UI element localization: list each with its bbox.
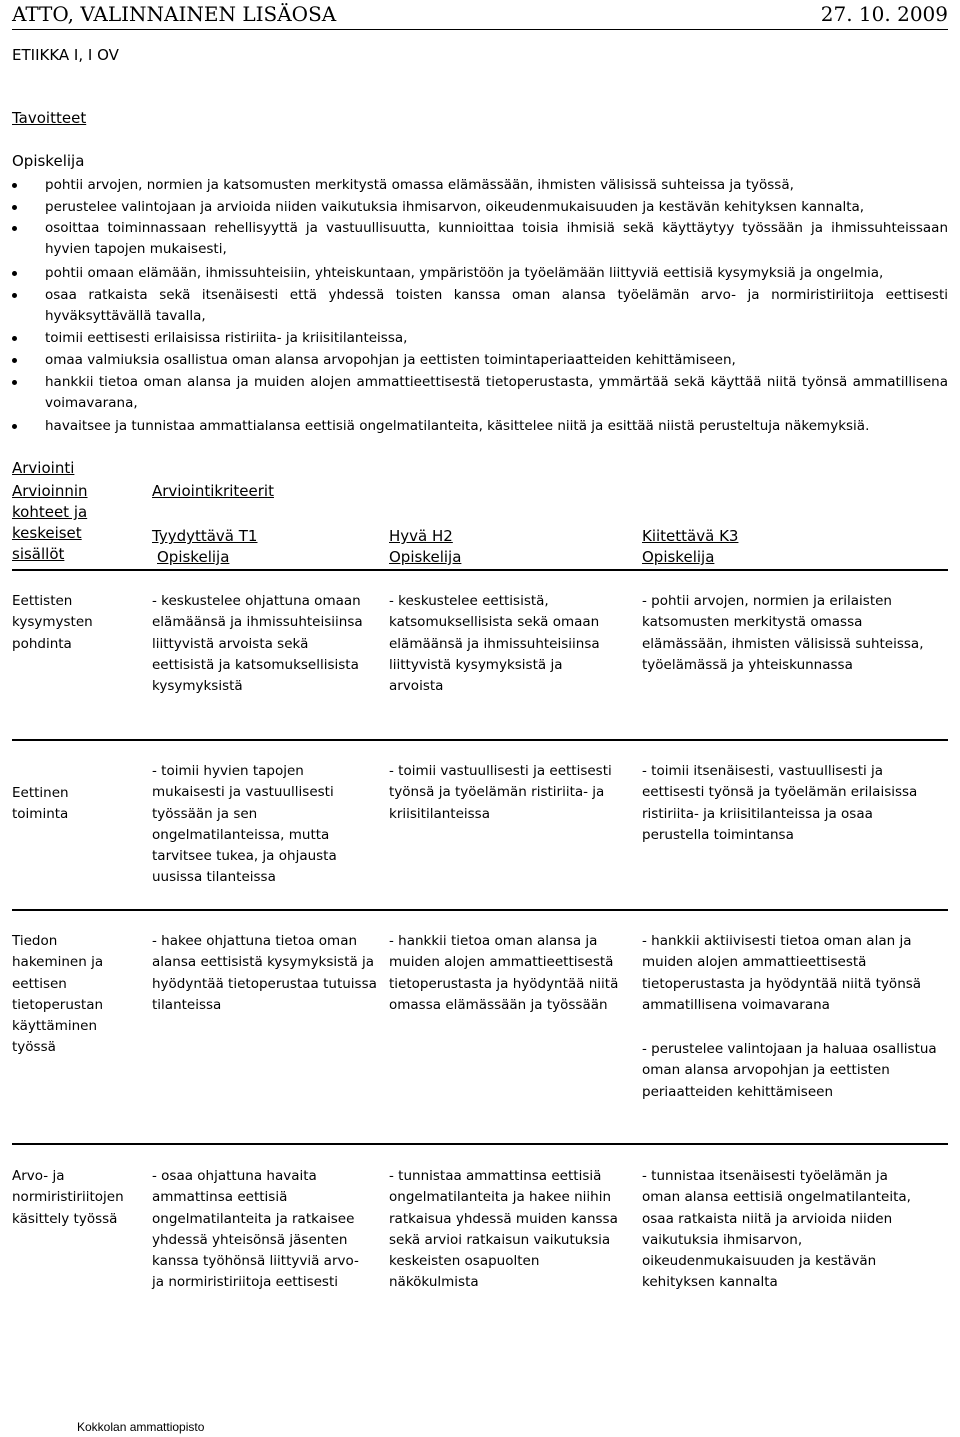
row-target: Tiedon hakeminen ja eettisen tietoperustan käyttäminen työssä bbox=[12, 933, 104, 1056]
goal-item: osoittaa toiminnassaan rehellisyyttä ja vastuullisuutta, kunnioittaa toisia ihmisiä sekä käyttäytyy työssään ja ihmissuhteissaan hyvien tapojen mukaisesti, bbox=[45, 218, 948, 261]
goal-item: perustelee valintojaan ja arvioida niiden vaikutuksia ihmisarvon, oikeudenmukaisuuden ja kestävän kehityksen kannalta, bbox=[45, 197, 948, 218]
goal-item: havaitsee ja tunnistaa ammattialansa eettisiä ongelmatilanteita, käsittelee niitä ja esittää niistä perusteltuja näkemyksiä. bbox=[45, 416, 948, 437]
course-title: ETIIKKA I, I OV bbox=[12, 46, 119, 64]
row-target: Arvo- ja normiristiriitojen käsittely työssä bbox=[12, 1168, 124, 1227]
goal-item: toimii eettisesti erilaisissa ristiriita- ja kriisitilanteissa, bbox=[45, 328, 948, 349]
level-t1-subject: Opiskelija bbox=[157, 548, 230, 566]
goal-item: hankkii tietoa oman alansa ja muiden alojen ammattieettisestä tietoperustasta, ymmärtää sekä käyttää niitä työnsä ammatillisena voimavarana, bbox=[45, 372, 948, 415]
goal-item: pohtii arvojen, normien ja katsomusten merkitystä omassa elämässään, ihmisten välisissä suhteissa ja työssä, bbox=[45, 175, 948, 196]
row-t1-criteria: - hakee ohjattuna tietoa oman alansa eettisistä kysymyksistä ja hyödyntää tietoperustaa tutuissa tilanteissa bbox=[152, 933, 377, 1013]
footer-institution: Kokkolan ammattiopisto bbox=[77, 1420, 205, 1434]
table-divider bbox=[12, 909, 948, 911]
level-k3-name: Kiitettävä K3 bbox=[642, 527, 739, 545]
header-date: 27. 10. 2009 bbox=[820, 2, 948, 26]
row-t1-criteria: - osaa ohjattuna havaita ammattinsa eettisiä ongelmatilanteita ja ratkaisee yhdessä yhteisönsä jäsenten kanssa työhönsä liittyviä arvo- ja normiristiriitoja eettisesti bbox=[152, 1168, 359, 1291]
row-t1-criteria: - keskustelee ohjattuna omaan elämäänsä ja ihmissuhteisiinsa liittyvistä arvoista sekä eettisistä ja katsomuksellisista kysymyksistä bbox=[152, 593, 363, 695]
table-divider bbox=[12, 1143, 948, 1145]
row-k3-criteria-extra: - perustelee valintojaan ja haluaa osallistua oman alansa arvopohjan ja eettisten periaatteiden kehittämiseen bbox=[642, 1041, 937, 1100]
level-t1-name: Tyydyttävä T1 bbox=[152, 527, 258, 545]
table-divider bbox=[12, 739, 948, 741]
row-h2-criteria: - toimii vastuullisesti ja eettisesti työnsä ja työelämän ristiriita- ja kriisitilanteissa bbox=[389, 763, 612, 822]
row-k3-criteria: - tunnistaa itsenäisesti työelämän ja oman alansa eettisiä ongelmatilanteita, osaa ratkaista niitä ja arvioida niiden vaikutuksia ihmisarvon, oikeudenmukaisuuden ja kestävän kehityksen kannalta bbox=[642, 1168, 911, 1291]
row-k3-criteria: - hankkii aktiivisesti tietoa oman alan ja muiden alojen ammattieettisestä tietoperustasta ja hyödyntää niitä työnsä ammatillisena voimavarana bbox=[642, 933, 922, 1013]
goals-heading: Tavoitteet bbox=[12, 109, 87, 127]
level-k3-subject: Opiskelija bbox=[642, 548, 715, 566]
page-header bbox=[12, 1, 948, 29]
header-divider bbox=[12, 29, 948, 30]
row-h2-criteria: - keskustelee eettisistä, katsomuksellisista sekä omaan elämäänsä ja ihmissuhteisiinsa liittyvistä kysymyksistä ja arvoista bbox=[389, 593, 600, 695]
criteria-header: Arviointikriteerit bbox=[152, 482, 274, 500]
header-title: ATTO, VALINNAINEN LISÄOSA bbox=[12, 2, 337, 26]
row-h2-criteria: - hankkii tietoa oman alansa ja muiden alojen ammattieettisestä tietoperustasta ja hyödyntää niitä omassa elämässään ja työssään bbox=[389, 933, 619, 1013]
row-k3-criteria: - toimii itsenäisesti, vastuullisesti ja eettisesti työnsä ja työelämän erilaisissa ristiriita- ja kriisitilanteissa ja osaa perustella toimintansa bbox=[642, 763, 918, 843]
level-h2-name: Hyvä H2 bbox=[389, 527, 453, 545]
row-target: Eettinen toiminta bbox=[12, 785, 69, 823]
row-t1-criteria: - toimii hyvien tapojen mukaisesti ja vastuullisesti työssään ja sen ongelmatilanteissa, mutta tarvitsee tukea, ja ohjausta uusissa tilanteissa bbox=[152, 763, 337, 886]
row-h2-criteria: - tunnistaa ammattinsa eettisiä ongelmatilanteita ja hakee niihin ratkaisua yhdessä muiden kanssa sekä arvioi ratkaisun vaikutuksia keskeisten osapuolten näkökulmista bbox=[389, 1168, 618, 1291]
row-k3-criteria: - pohtii arvojen, normien ja erilaisten katsomusten merkitystä omassa elämässään, ihmisten välisissä suhteissa, työelämässä ja yhteiskunnassa bbox=[642, 593, 924, 673]
goal-item: omaa valmiuksia osallistua oman alansa arvopohjan ja eettisten toimintaperiaatteiden kehittämiseen, bbox=[45, 350, 948, 371]
goal-item: pohtii omaan elämään, ihmissuhteisiin, yhteiskuntaan, ympäristöön ja työelämään liittyviä eettisiä kysymyksiä ja ongelmia, bbox=[45, 263, 948, 284]
assessment-heading: Arviointi bbox=[12, 459, 75, 477]
targets-column-header: Arvioinnin kohteet ja keskeiset sisällöt bbox=[12, 482, 88, 563]
row-target: Eettisten kysymysten pohdinta bbox=[12, 593, 93, 652]
goal-item: osaa ratkaista sekä itsenäisesti että yhdessä toisten kanssa oman alansa työelämän arvo- ja normiristiriitoja eettisesti hyväksyttävällä tavalla, bbox=[45, 285, 948, 328]
goals-subject: Opiskelija bbox=[12, 152, 85, 170]
table-divider bbox=[12, 569, 948, 571]
level-h2-subject: Opiskelija bbox=[389, 548, 462, 566]
